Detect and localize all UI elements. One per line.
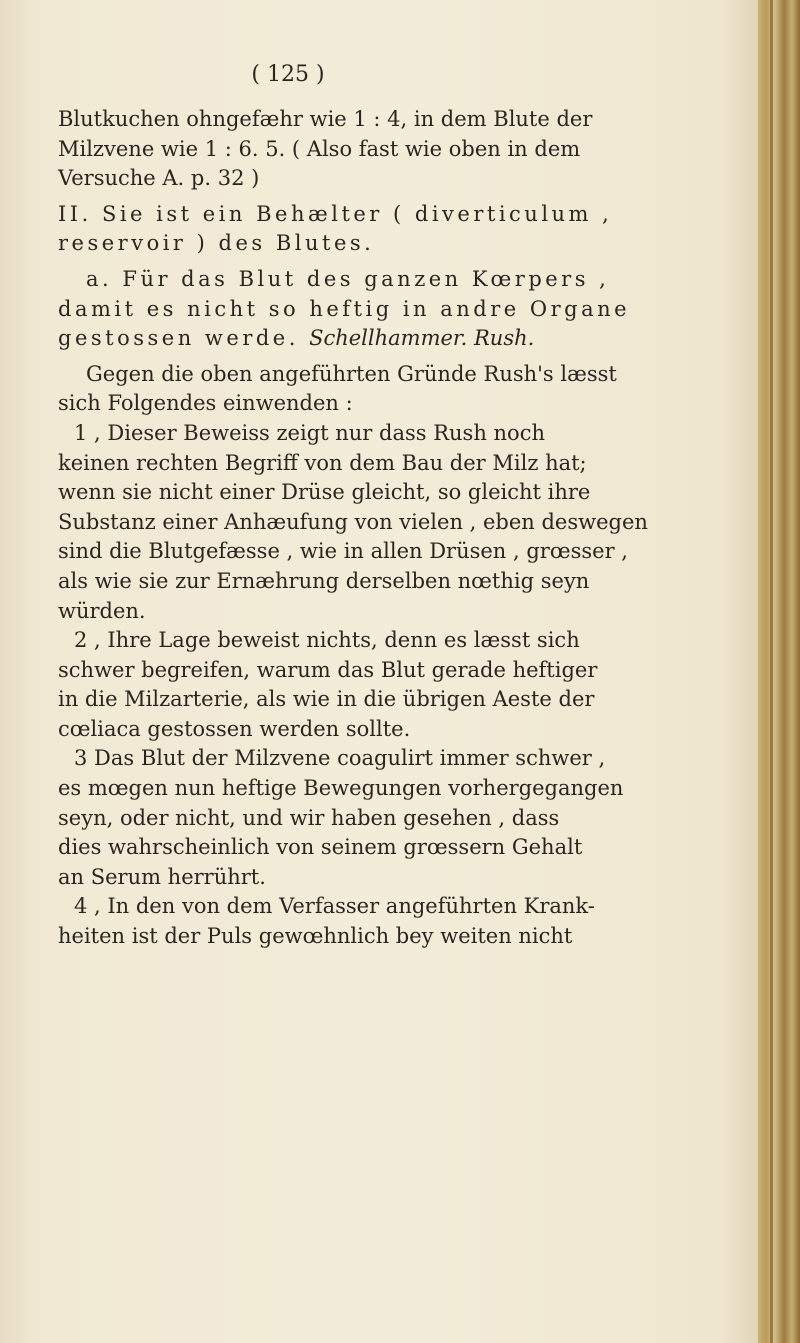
text-line: 1 , Dieser Beweiss zeigt nur dass Rush noch <box>74 420 545 445</box>
text-line: reservoir ) des Blutes. <box>58 231 375 256</box>
text-line: schwer begreifen, warum das Blut gerade heftiger <box>58 657 598 682</box>
text-line: in die Milzarterie, als wie in die übrigen Aeste der <box>58 687 595 712</box>
text-line: an Serum herrührt. <box>58 864 266 889</box>
text-line: damit es nicht so heftig in andre Organe <box>58 296 631 321</box>
text-line: Blutkuchen ohngefæhr wie 1 : 4, in dem Blute der <box>58 107 593 131</box>
page-number: ( 125 ) <box>251 62 325 87</box>
text-line: heiten ist der Puls gewœhnlich bey weiten nicht <box>58 924 573 949</box>
text-line: als wie sie zur Ernæhrung derselben nœthig seyn <box>58 568 590 593</box>
section-heading: II. Sie ist ein Behælter ( diverticulum , <box>58 201 613 226</box>
text-line: dies wahrscheinlich von seinem grœssern Gehalt <box>58 835 583 860</box>
text-line: seyn, oder nicht, und wir haben gesehen , dass <box>58 805 560 830</box>
subsection-heading: a. Für das Blut des ganzen Kœrpers , <box>86 266 610 291</box>
text-line: sich Folgendes einwenden : <box>58 391 353 416</box>
text-line: 2 , Ihre Lage beweist nichts, denn es læsst sich <box>74 628 580 653</box>
text-line: 4 , In den von dem Verfasser angeführten Krank- <box>74 894 595 919</box>
page-text <box>58 62 738 952</box>
text-line: sind die Blutgefæsse , wie in allen Drüsen , grœsser , <box>58 539 628 564</box>
text-line: cœliaca gestossen werden sollte. <box>58 716 411 741</box>
text-line: 3 Das Blut der Milzvene coagulirt immer schwer , <box>74 746 606 771</box>
text-line: Versuche A. p. 32 ) <box>58 166 260 191</box>
text-line: wenn sie nicht einer Drüse gleicht, so gleicht ihre <box>58 480 591 505</box>
text-line: keinen rechten Begriff von dem Bau der Milz hat; <box>58 450 587 475</box>
text-line: würden. <box>58 598 146 623</box>
text-line: Substanz einer Anhæufung von vielen , eben deswegen <box>58 509 648 534</box>
text-line: gestossen werde. Schellhammer. Rush. <box>58 326 535 351</box>
text-line: es mœgen nun heftige Bewegungen vorhergegangen <box>58 776 624 801</box>
book-spine <box>758 0 800 1343</box>
text-line: Gegen die oben angeführten Gründe Rush's læsst <box>86 361 617 386</box>
text-line: Milzvene wie 1 : 6. 5. ( Also fast wie oben in dem <box>58 136 581 161</box>
